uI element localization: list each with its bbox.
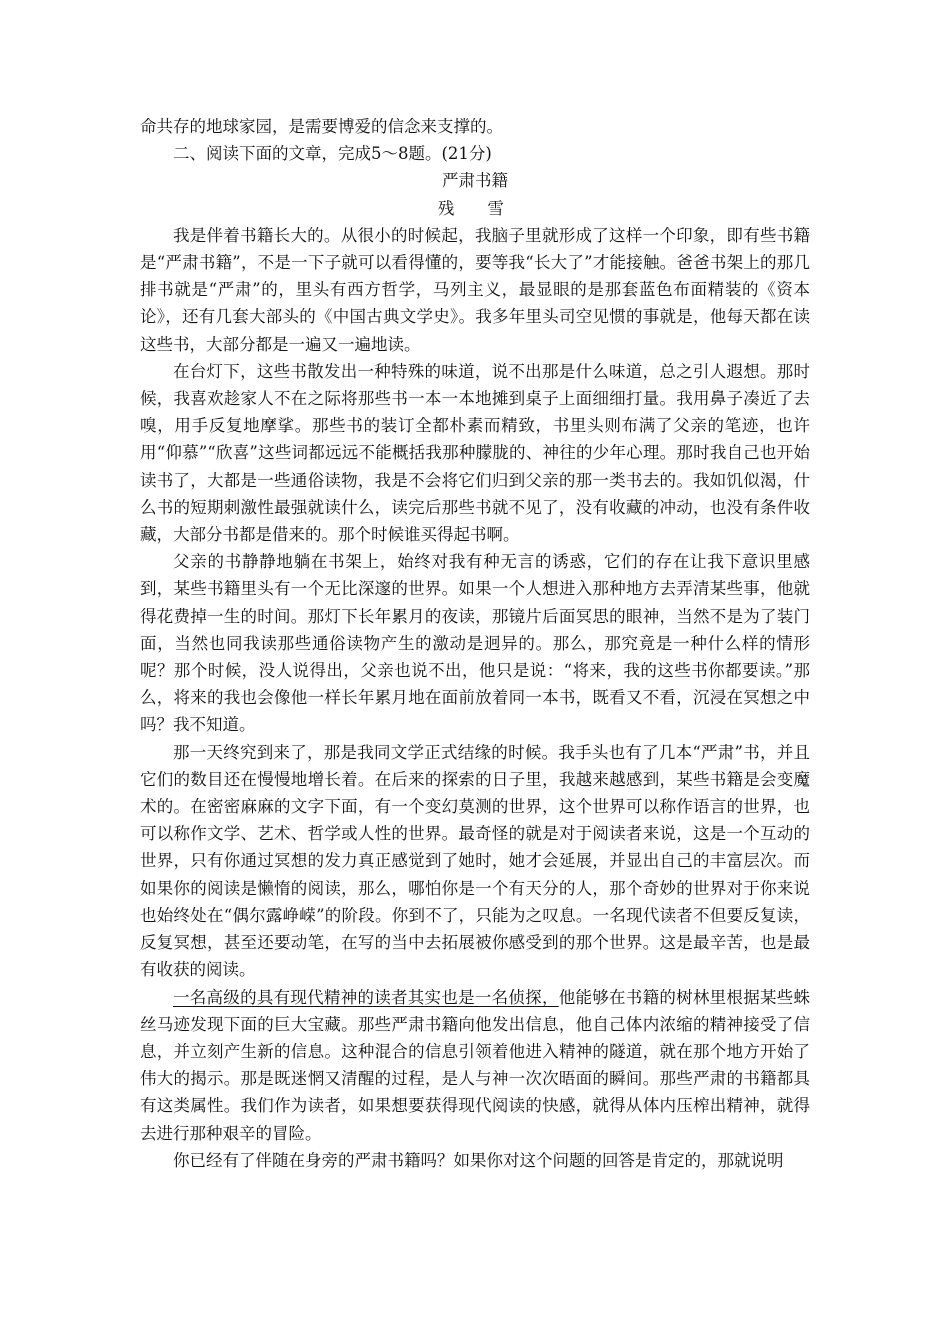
article-author: 残 雪 — [437, 198, 513, 218]
paragraph-1: 我是伴着书籍长大的。从很小的时候起，我脑子里就形成了这样一个印象，即有些书籍是“严肃书籍”，不是一下子就可以看得懂的，要等我“长大了”才能接触。爸爸书架上的那几排书就是“严肃”的，里头有西方哲学，马列主义，最显眼的是那套蓝色布面精装的《资本论》，还有几套大部头的《中国古典文学史》。我多年里头司空见惯的事就是，他每天都在读这些书，大部分都是一遍又一遍地读。 — [140, 225, 810, 354]
article-title: 严肃书籍 — [442, 171, 508, 191]
paragraph-5-rest: 他能够在书籍的树林里根据某些蛛丝马迹发现下面的巨大宝藏。那些严肃书籍向他发出信息，他自己体内浓缩的精神接受了信息，并立刻产生新的信息。这种混合的信息引领着他进入精神的隧道，就在那个地方开始了伟大的揭示。那是既迷惘又清醒的过程，是人与神一次次晤面的瞬间。那些严肃的书籍都具有这类属性。我们作为读者，如果想要获得现代阅读的快感，就得从体内压榨出精神，就得去进行那种艰辛的冒险。 — [140, 987, 811, 1143]
section-heading: 二、阅读下面的文章，完成5～8题。(21分) — [173, 144, 492, 164]
paragraph-2: 在台灯下，这些书散发出一种特殊的味道，说不出那是什么味道，总之引人遐想。那时候，我喜欢趁家人不在之际将那些书一本一本地摊到桌子上面细细打量。我用鼻子凑近了去嗅，用手反复地摩挲。那些书的装订全都朴素而精致，书里头则布满了父亲的笔迹，也许用“仰慕”“欣喜”这些词都远远不能概括我那种朦胧的、神往的少年心理。那时我自己也开始读书了，大都是一些通俗读物，我是不会将它们归到父亲的那一类书去的。我如饥似渴，什么书的短期刺激性最强就读什么，读完后那些书就不见了，没有收藏的冲动，也没有条件收藏，大部分书都是借来的。那个时候谁买得起书啊。 — [140, 361, 810, 545]
paragraph-4: 那一天终究到来了，那是我同文学正式结缘的时候。我手头也有了几本“严肃”书，并且它们的数目还在慢慢地增长着。在后来的探索的日子里，我越来越感到，某些书籍是会变魔术的。在密密麻麻的文字下面，有一个变幻莫测的世界，这个世界可以称作语言的世界，也可以称作文学、艺术、哲学或人性的世界。最奇怪的就是对于阅读者来说，这是一个互动的世界，只有你通过冥想的发力真正感觉到了她时，她才会延展，并显出自己的丰富层次。而如果你的阅读是懒惰的阅读，那么，哪怕你是一个有天分的人，那个奇妙的世界对于你来说也始终处在“偶尔露峥嵘”的阶段。你到不了，只能为之叹息。一名现代读者不但要反复读，反复冥想，甚至还要动笔，在写的当中去拓展被你感受到的那个世界。这是最辛苦，也是最有收获的阅读。 — [140, 742, 810, 980]
paragraph-6: 你已经有了伴随在身旁的严肃书籍吗？如果你对这个问题的回答是肯定的，那就说明 — [173, 1150, 784, 1170]
previous-passage-ending: 命共存的地球家园，是需要博爱的信念来支撑的。 — [140, 117, 503, 136]
document-body — [140, 113, 810, 1174]
paragraph-5 — [140, 984, 810, 1147]
paragraph-3: 父亲的书静静地躺在书架上，始终对我有种无言的诱惑，它们的存在让我下意识里感到，某些书籍里头有一个无比深邃的世界。如果一个人想进入那种地方去弄清某些事，他就得花费掉一生的时间。那灯下长年累月的夜读，那镜片后面冥思的眼神，当然不是为了装门面，当然也同我读那些通俗读物产生的激动是迥异的。那么，那究竟是一种什么样的情形呢？那个时候，没人说得出，父亲也说不出，他只是说：“将来，我的这些书你都要读。”那么，将来的我也会像他一样长年累月地在面前放着同一本书，既看又不看，沉浸在冥想之中吗？我不知道。 — [140, 552, 810, 735]
underlined-sentence: 一名高级的具有现代精神的读者其实也是一名侦探， — [173, 987, 559, 1007]
